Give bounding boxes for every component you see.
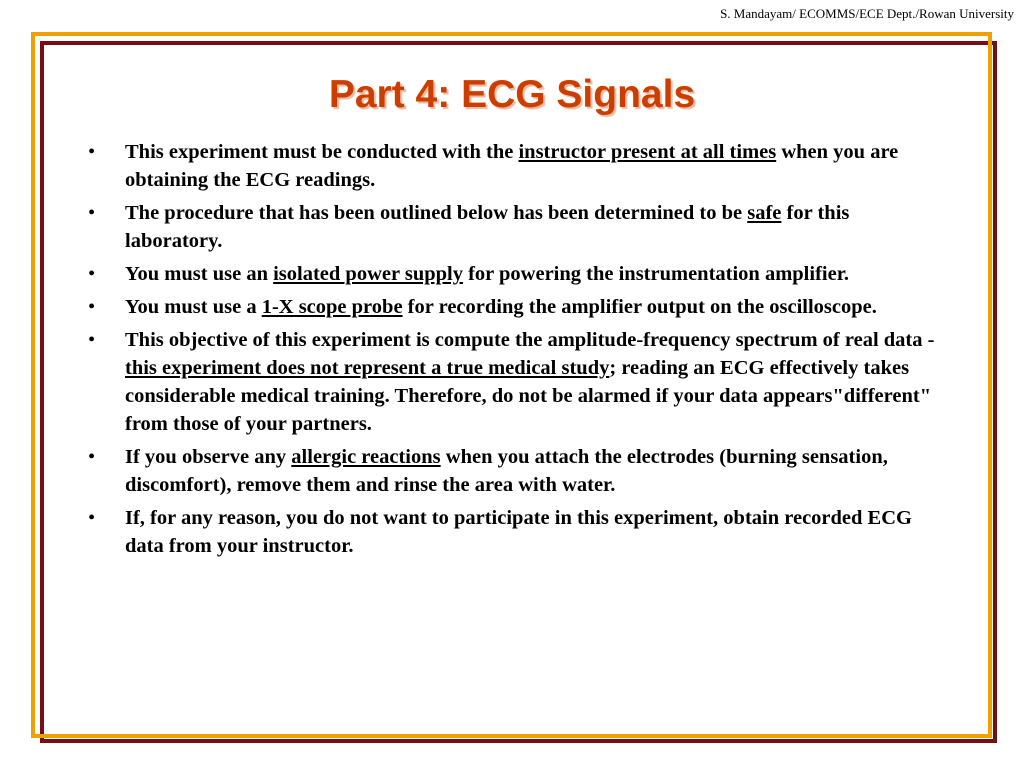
bullet-icon: • [88,263,96,285]
emphasized-text: this experiment does not represent a true medical study [125,357,610,379]
bullet-text: If you observe any [125,446,292,468]
header-credit: S. Mandayam/ ECOMMS/ECE Dept./Rowan University [720,6,1014,21]
bullet-text: The procedure that has been outlined below has been determined to be [125,202,748,224]
bullet-text: This objective of this experiment is compute the amplitude-frequency spectrum of real data - [125,329,935,351]
bullet-item [88,260,940,288]
emphasized-text: instructor present at all times [518,141,777,163]
bullet-item [88,199,940,255]
bullet-icon: • [88,141,96,163]
bullet-text: when you are obtaining the ECG readings. [125,141,899,191]
bullet-text: for this laboratory. [125,202,850,252]
bullet-icon: • [88,202,96,224]
bullet-list [88,138,940,565]
bullet-text: when you attach the electrodes (burning sensation, discomfort), remove them and rinse the area with water. [125,446,888,496]
bullet-text: for recording the amplifier output on the oscilloscope. [402,296,877,318]
bullet-item [88,326,940,438]
bullet-item [88,504,940,560]
bullet-icon: • [88,296,96,318]
bullet-icon: • [88,446,96,468]
bullet-icon: • [88,329,96,351]
bullet-text: You must use an [125,263,274,285]
bullet-text: ; reading an ECG effectively takes considerable medical training. Therefore, do not be alarmed if your data appears"different" from those of your partners. [125,357,932,435]
emphasized-text: isolated power supply [273,263,463,285]
bullet-item [88,293,940,321]
emphasized-text: allergic reactions [291,446,441,468]
bullet-text: If, for any reason, you do not want to participate in this experiment, obtain recorded ECG data from your instructor. [125,507,912,557]
bullet-icon: • [88,507,96,529]
slide-title: Part 4: ECG Signals [328,73,696,116]
bullet-text: for powering the instrumentation amplifier. [462,263,850,285]
bullet-item [88,443,940,499]
emphasized-text: 1-X scope probe [261,296,403,318]
bullet-text: You must use a [125,296,262,318]
emphasized-text: safe [747,202,782,224]
bullet-item [88,138,940,194]
bullet-text: This experiment must be conducted with the [125,141,519,163]
